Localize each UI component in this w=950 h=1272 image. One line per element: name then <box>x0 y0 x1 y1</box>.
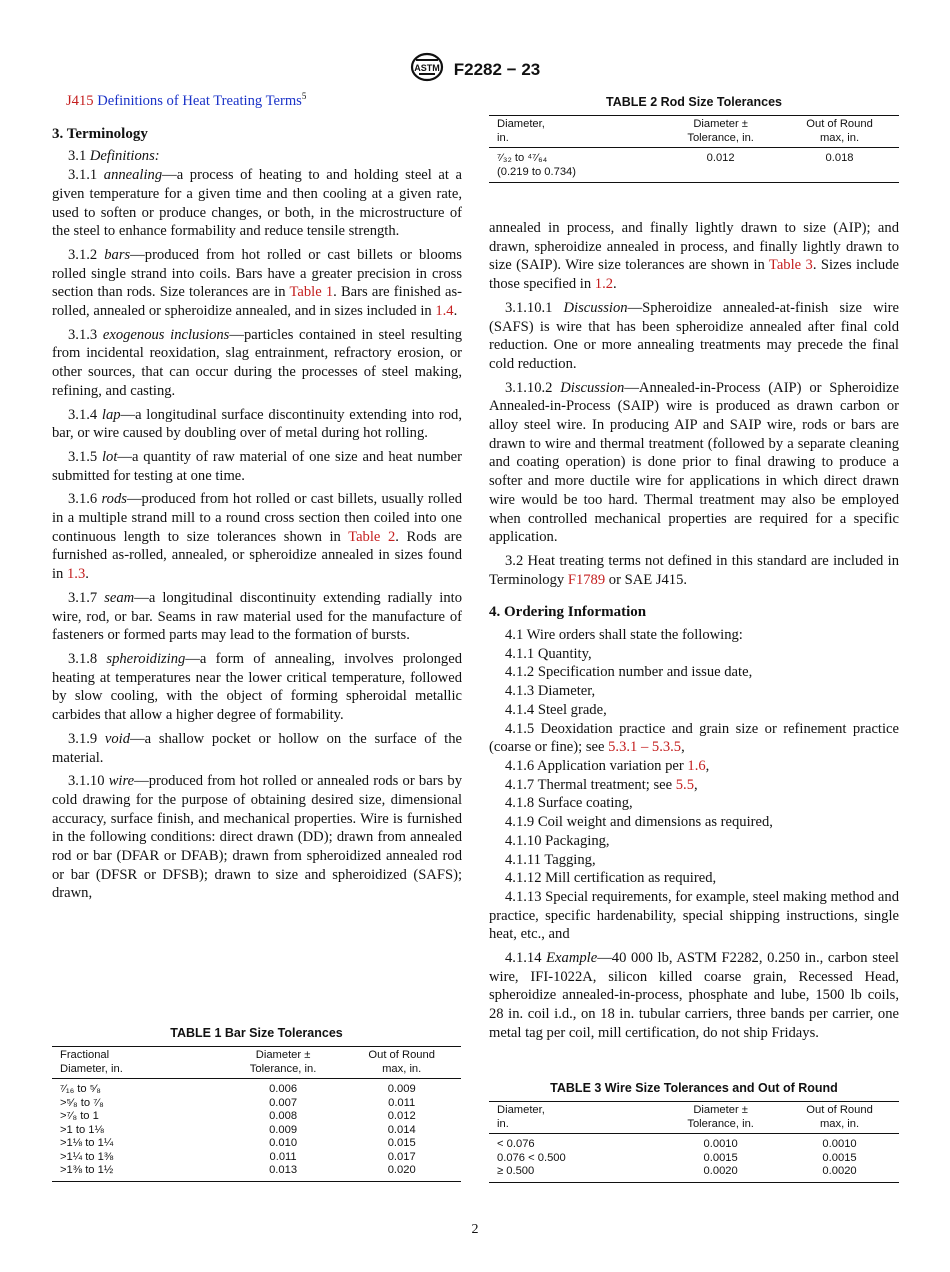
para-3-1-4: 3.1.4 lap—a longitudinal surface discontinuity extending into rod, bar, or wire caused by doubling over of metal during hot rolling. <box>52 406 463 442</box>
page-header <box>0 52 950 87</box>
para-4-1-7: 4.1.7 Thermal treatment; see 5.5, <box>505 776 698 793</box>
right-column <box>489 219 899 1048</box>
para-4-1-9: 4.1.9 Coil weight and dimensions as required, <box>505 814 773 831</box>
table-row: >⁷⁄₈ to 1 0.008 0.012 <box>60 1110 416 1122</box>
para-4-1-5: 4.1.5 Deoxidation practice and grain size or refinement practice (coarse or fine); see 5.3.1 – 5.3.5, <box>489 720 899 756</box>
table-1 <box>52 1026 461 1182</box>
para-4-1-10: 4.1.10 Packaging, <box>505 832 610 849</box>
para-4-1-12: 4.1.12 Mill certification as required, <box>505 870 717 887</box>
table-header: Fractional Diameter, in. <box>60 1049 123 1075</box>
table-row: >⁵⁄₈ to ⁷⁄₈ 0.007 0.011 <box>60 1096 416 1109</box>
table-header: Diameter, in. <box>497 118 545 144</box>
table-2 <box>489 95 899 183</box>
svg-text:ASTM: ASTM <box>414 63 440 73</box>
table-header: Diameter ± Tolerance, in. <box>249 1049 317 1075</box>
table-3-link[interactable]: Table 3 <box>768 257 813 274</box>
table-1-title: TABLE 1 Bar Size Tolerances <box>170 1026 343 1040</box>
table-header: Out of Round max, in. <box>368 1049 435 1075</box>
left-column <box>52 92 462 908</box>
section-5-3-link[interactable]: 5.3.1 – 5.3.5 <box>608 739 682 756</box>
ref-code-link[interactable]: J415 <box>66 93 94 109</box>
para-3-1-10-1: 3.1.10.1 Discussion—Spheroidize annealed-at-finish size wire (SAFS) is wire that has been spheroidize annealed after final cold reduction. One or more annealing treatments may precede the final cold reduction. <box>489 299 900 372</box>
para-4-1-11: 4.1.11 Tagging, <box>505 851 596 868</box>
ref-title-link[interactable]: Definitions of Heat Treating Terms <box>93 93 302 109</box>
para-3-1-8: 3.1.8 spheroidizing—a form of annealing, involves prolonged heating at temperatures near the lower critical temperature, followed by slow cooling, with the object of forming spheroidal metallic carbides that allow a higher degree of formability. <box>52 650 462 724</box>
table-row: ≥ 0.500 0.0020 0.0020 <box>497 1165 857 1177</box>
para-3-1-3: 3.1.3 exogenous inclusions—particles contained in steel resulting from incidental reoxidation, slag entrainment, refractory erosion, or other sources, that can occur during the processes of steel making, refining, and casting. <box>52 326 462 399</box>
para-4-1-1: 4.1.1 Quantity, <box>505 645 592 662</box>
section-1-4-link[interactable]: 1.4 <box>435 303 454 320</box>
table-header: Diameter, in. <box>497 1104 545 1130</box>
table-header: Out of Round max, in. <box>806 118 873 144</box>
section-1-6-link[interactable]: 1.6 <box>687 757 706 774</box>
para-3-1-6: 3.1.6 rods—produced from hot rolled or cast billets, usually rolled in a multiple strand mill to a round cross section then coiled into one continuous length to size tolerances shown in Table 2. Rods are furnished as-rolled, annealed, or spheroidize annealed in sizes found in 1.3. <box>52 491 462 583</box>
para-3-1-2: 3.1.2 bars—produced from hot rolled or cast billets or blooms rolled single strand into coils. Bars have a greater precision in cross section than rods. Size tolerances are in Table 1. Bars are finished as-rolled, annealed or spheroidize annealed, and in sizes included in 1.4. <box>52 246 462 320</box>
section-4-heading: 4. Ordering Information <box>489 604 647 621</box>
para-4-1-3: 4.1.3 Diameter, <box>505 683 596 700</box>
table-row: >1⅜ to 1½ 0.013 0.020 <box>60 1164 416 1176</box>
table-2-title: TABLE 2 Rod Size Tolerances <box>606 95 782 109</box>
para-3-1-9: 3.1.9 void—a shallow pocket or hollow on the surface of the material. <box>52 730 462 766</box>
footnote-mark: 5 <box>301 91 307 102</box>
table-header: Diameter ± Tolerance, in. <box>687 118 754 144</box>
section-1-2-link[interactable]: 1.2 <box>594 276 614 293</box>
table-2-link[interactable]: Table 2 <box>348 528 396 545</box>
referenced-document <box>52 92 462 111</box>
designation: F2282 − 23 <box>453 59 541 79</box>
table-row: ⁷⁄₃₂ to ⁴⁷⁄₆₄ 0.012 0.018 <box>497 152 854 164</box>
para-4-1-8: 4.1.8 Surface coating, <box>505 795 633 812</box>
para-3-1-7: 3.1.7 seam—a longitudinal discontinuity extending radially into wire, rod, or bar. Seams in raw material used for the manufacture of fasteners or formed parts may lead to the formation of bursts. <box>52 589 462 644</box>
table-header: Out of Round max, in. <box>806 1104 873 1130</box>
table-header: Diameter ± Tolerance, in. <box>687 1104 754 1130</box>
astm-logo-icon <box>410 52 444 87</box>
table-row: < 0.076 0.0010 0.0010 <box>497 1138 857 1150</box>
table-3 <box>489 1081 899 1183</box>
para-4-1-13: 4.1.13 Special requirements, for example, steel making method and practice, specific hardenability, special shipping instructions, single heat, etc., and <box>489 888 899 943</box>
table-2-grid <box>489 115 899 183</box>
section-1-3-link[interactable]: 1.3 <box>67 566 86 583</box>
table-row: 0.076 < 0.500 0.0015 0.0015 <box>497 1151 857 1164</box>
table-row: >1⅛ to 1¼ 0.010 0.015 <box>60 1137 416 1149</box>
para-4-1-2: 4.1.2 Specification number and issue date, <box>505 664 753 681</box>
table-row: ⁷⁄₁₆ to ⁵⁄₈ 0.006 0.009 <box>60 1083 416 1095</box>
table-row: (0.219 to 0.734) <box>497 165 576 178</box>
table-3-title: TABLE 3 Wire Size Tolerances and Out of Round <box>550 1081 838 1095</box>
para-4-1-6: 4.1.6 Application variation per 1.6, <box>505 757 710 774</box>
para-3-1: 3.1 Definitions: <box>68 148 160 165</box>
para-4-1-4: 4.1.4 Steel grade, <box>505 701 607 718</box>
table-1-link[interactable]: Table 1 <box>289 284 334 301</box>
table-row: >1 to 1⅛ 0.009 0.014 <box>60 1123 416 1136</box>
table-1-grid <box>52 1046 461 1182</box>
section-5-5-link[interactable]: 5.5 <box>675 776 694 793</box>
para-3-1-1: 3.1.1 annealing—a process of heating to and holding steel at a given temperature for a given time and then cooling at a given rate, used to soften or produce changes, or both, in the microstructure of the steel to enhance formability and reduce tensile strength. <box>52 167 462 240</box>
para-4-1-14: 4.1.14 Example—40 000 lb, ASTM F2282, 0.250 in., carbon steel wire, IFI-1022A, silicon killed coarse grain, Recessed Head, spheroidize annealed-in-process, phosphate and lube, 1500 lb coils, 28 in. coil i.d., on 18 in. tubular carriers, three bands per carrier, one metal tag per coil, mill certification, do not ship Fridays. <box>489 950 899 1041</box>
para-4-1: 4.1 Wire orders shall state the following: <box>505 627 743 644</box>
para-3-1-5: 3.1.5 lot—a quantity of raw material of one size and heat number submitted for testing at one time. <box>52 448 462 484</box>
para-3-2: 3.2 Heat treating terms not defined in this standard are included in Terminology F1789 or SAE J415. <box>489 552 899 588</box>
table-3-grid <box>489 1101 899 1183</box>
para-3-1-10-cont: annealed in process, and finally lightly drawn to size (AIP); and drawn, spheroidize annealed in process, and finally lightly drawn to size (SAIP). Wire size tolerances are shown in Table 3. Sizes include those specified in 1.2. <box>489 220 899 293</box>
table-row: >1¼ to 1⅜ 0.011 0.017 <box>60 1150 416 1163</box>
para-3-1-10: 3.1.10 wire—produced from hot rolled or annealed rods or bars by cold drawing for the purpose of obtaining desired size, dimensional accuracy, surface finish, and mechanical properties. Wire is furnished in the following conditions: direct drawn (DD); drawn from annealed rod or bar (DFAR or DFAB); drawn from spheroidized annealed rod or bar (DFSR or DFSB); drawn to size and spheroidized (SAFS); drawn, <box>52 773 462 902</box>
para-3-1-10-2: 3.1.10.2 Discussion—Annealed-in-Process (AIP) or Spheroidize Annealed-in-Process (SAIP) wire is produced as drawn carbon or alloy steel wire. In producing AIP and SAIP wire, rods or bars are drawn to wire and thermal treatment (followed by a separate cleaning and coating operation) is done prior to final drawing to produce a softer and more ductile wire for applications in which direct drawn wire would be too hard. Thermal treatment may also be employed when controlled mechanical properties are required for a specific application. <box>489 379 900 546</box>
page-number: 2 <box>471 1222 479 1237</box>
f1789-link[interactable]: F1789 <box>567 571 606 588</box>
section-3-heading: 3. Terminology <box>52 125 148 142</box>
